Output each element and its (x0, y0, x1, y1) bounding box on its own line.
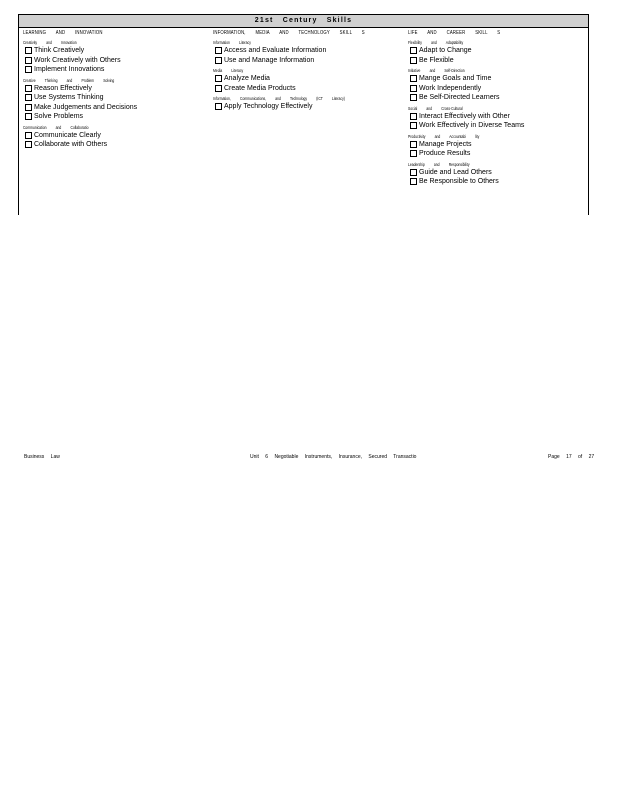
group-title: Social and Cross-Cultural (408, 105, 463, 111)
group-title: Flexibility and Adaptability (408, 40, 464, 45)
group-title: Communication and Collaboratio (23, 124, 89, 130)
column-information-media-technology (213, 30, 409, 112)
checklist-item[interactable] (23, 46, 213, 56)
group-title: Media Literacy (213, 68, 244, 73)
item-label: Think Creatively (34, 47, 85, 55)
checkbox[interactable] (410, 141, 417, 148)
checklist-item[interactable] (23, 112, 213, 122)
checkbox[interactable] (410, 169, 417, 176)
group-title: Information Literacy (213, 40, 251, 45)
checkbox[interactable] (25, 113, 32, 120)
item-label: Access and Evaluate Information (224, 47, 327, 55)
checklist-item[interactable] (23, 65, 213, 75)
checkbox[interactable] (25, 47, 32, 54)
checklist-item[interactable] (408, 46, 590, 56)
footer-unit: Unit 6 Negotiable Instruments, Insurance, Secured Transactio (250, 454, 417, 460)
group-title: Creative Thinking and Problem Solving (23, 77, 115, 83)
checklist-item[interactable] (408, 121, 590, 131)
table-title: 21st Century Skills (19, 15, 588, 28)
item-label: Work Creatively with Others (34, 56, 121, 64)
group-title: Productivity and Accountabi lity (408, 133, 480, 139)
column-learning-innovation (23, 30, 213, 150)
checkbox[interactable] (25, 94, 32, 101)
group-title: Leadership and Responsibility (408, 161, 470, 167)
checklist-item[interactable] (23, 56, 213, 66)
item-label: Make Judgements and Decisions (34, 103, 138, 111)
checkbox[interactable] (25, 132, 32, 139)
checklist-item[interactable] (408, 168, 590, 178)
checkbox[interactable] (25, 104, 32, 111)
item-label: Use and Manage Information (224, 56, 315, 64)
checkbox[interactable] (215, 85, 222, 92)
checkbox[interactable] (25, 141, 32, 148)
item-label: Mange Goals and Time (419, 75, 492, 83)
checkbox[interactable] (410, 178, 417, 185)
item-label: Communicate Clearly (34, 131, 101, 139)
checkbox[interactable] (25, 85, 32, 92)
item-label: Be Responsible to Others (419, 178, 499, 186)
item-label: Implement Innovations (34, 66, 105, 74)
checklist-item[interactable] (23, 93, 213, 103)
item-label: Solve Problems (34, 113, 84, 121)
checkbox[interactable] (25, 57, 32, 64)
item-label: Produce Results (419, 150, 471, 158)
item-label: Analyze Media (224, 75, 270, 83)
checklist-item[interactable] (213, 84, 409, 94)
item-label: Work Effectively in Diverse Teams (419, 122, 525, 130)
checklist-item[interactable] (213, 56, 409, 66)
column-heading: INFORMATION, MEDIA AND TECHNOLOGY SKILL S (213, 30, 365, 36)
checklist-item[interactable] (408, 93, 590, 103)
checkbox[interactable] (410, 122, 417, 129)
group-title: Information, Communications, and Technology (ICT Literacy) (213, 96, 345, 101)
checklist-item[interactable] (408, 112, 590, 122)
checkbox[interactable] (410, 47, 417, 54)
item-label: Be Self-Directed Learners (419, 94, 500, 102)
item-label: Be Flexible (419, 56, 454, 64)
skills-table (18, 14, 589, 215)
checkbox[interactable] (410, 113, 417, 120)
checkbox[interactable] (410, 75, 417, 82)
checklist-item[interactable] (213, 74, 409, 84)
column-heading: LIFE AND CAREER SKILL S (408, 30, 501, 36)
column-life-career (408, 30, 590, 187)
checklist-item[interactable] (23, 131, 213, 141)
item-label: Interact Effectively with Other (419, 112, 510, 120)
column-heading: LEARNING AND INNOVATION (23, 30, 103, 36)
checkbox[interactable] (215, 47, 222, 54)
item-label: Guide and Lead Others (419, 168, 492, 176)
checklist-item[interactable] (408, 84, 590, 94)
checkbox[interactable] (410, 57, 417, 64)
checkbox[interactable] (25, 66, 32, 73)
item-label: Collaborate with Others (34, 141, 108, 149)
checklist-item[interactable] (213, 102, 409, 112)
item-label: Manage Projects (419, 140, 472, 148)
item-label: Use Systems Thinking (34, 94, 104, 102)
checklist-item[interactable] (408, 140, 590, 150)
checklist-item[interactable] (213, 46, 409, 56)
checkbox[interactable] (215, 103, 222, 110)
item-label: Create Media Products (224, 84, 296, 92)
checkbox[interactable] (215, 75, 222, 82)
item-label: Work Independently (419, 84, 482, 92)
checklist-item[interactable] (23, 84, 213, 94)
group-title: Creativity and Innovation (23, 40, 77, 45)
footer-course: Business Law (24, 454, 60, 460)
checkbox[interactable] (410, 85, 417, 92)
item-label: Adapt to Change (419, 47, 472, 55)
checkbox[interactable] (215, 57, 222, 64)
checklist-item[interactable] (408, 74, 590, 84)
checklist-item[interactable] (408, 177, 590, 187)
checklist-item[interactable] (23, 140, 213, 150)
group-title: Initiative and Self-Direction (408, 68, 465, 73)
footer-page-number: Page 17 of 27 (548, 454, 595, 460)
checklist-item[interactable] (408, 149, 590, 159)
item-label: Apply Technology Effectively (224, 103, 313, 111)
checkbox[interactable] (410, 94, 417, 101)
checklist-item[interactable] (408, 56, 590, 66)
checkbox[interactable] (410, 150, 417, 157)
checklist-item[interactable] (23, 103, 213, 113)
item-label: Reason Effectively (34, 84, 92, 92)
